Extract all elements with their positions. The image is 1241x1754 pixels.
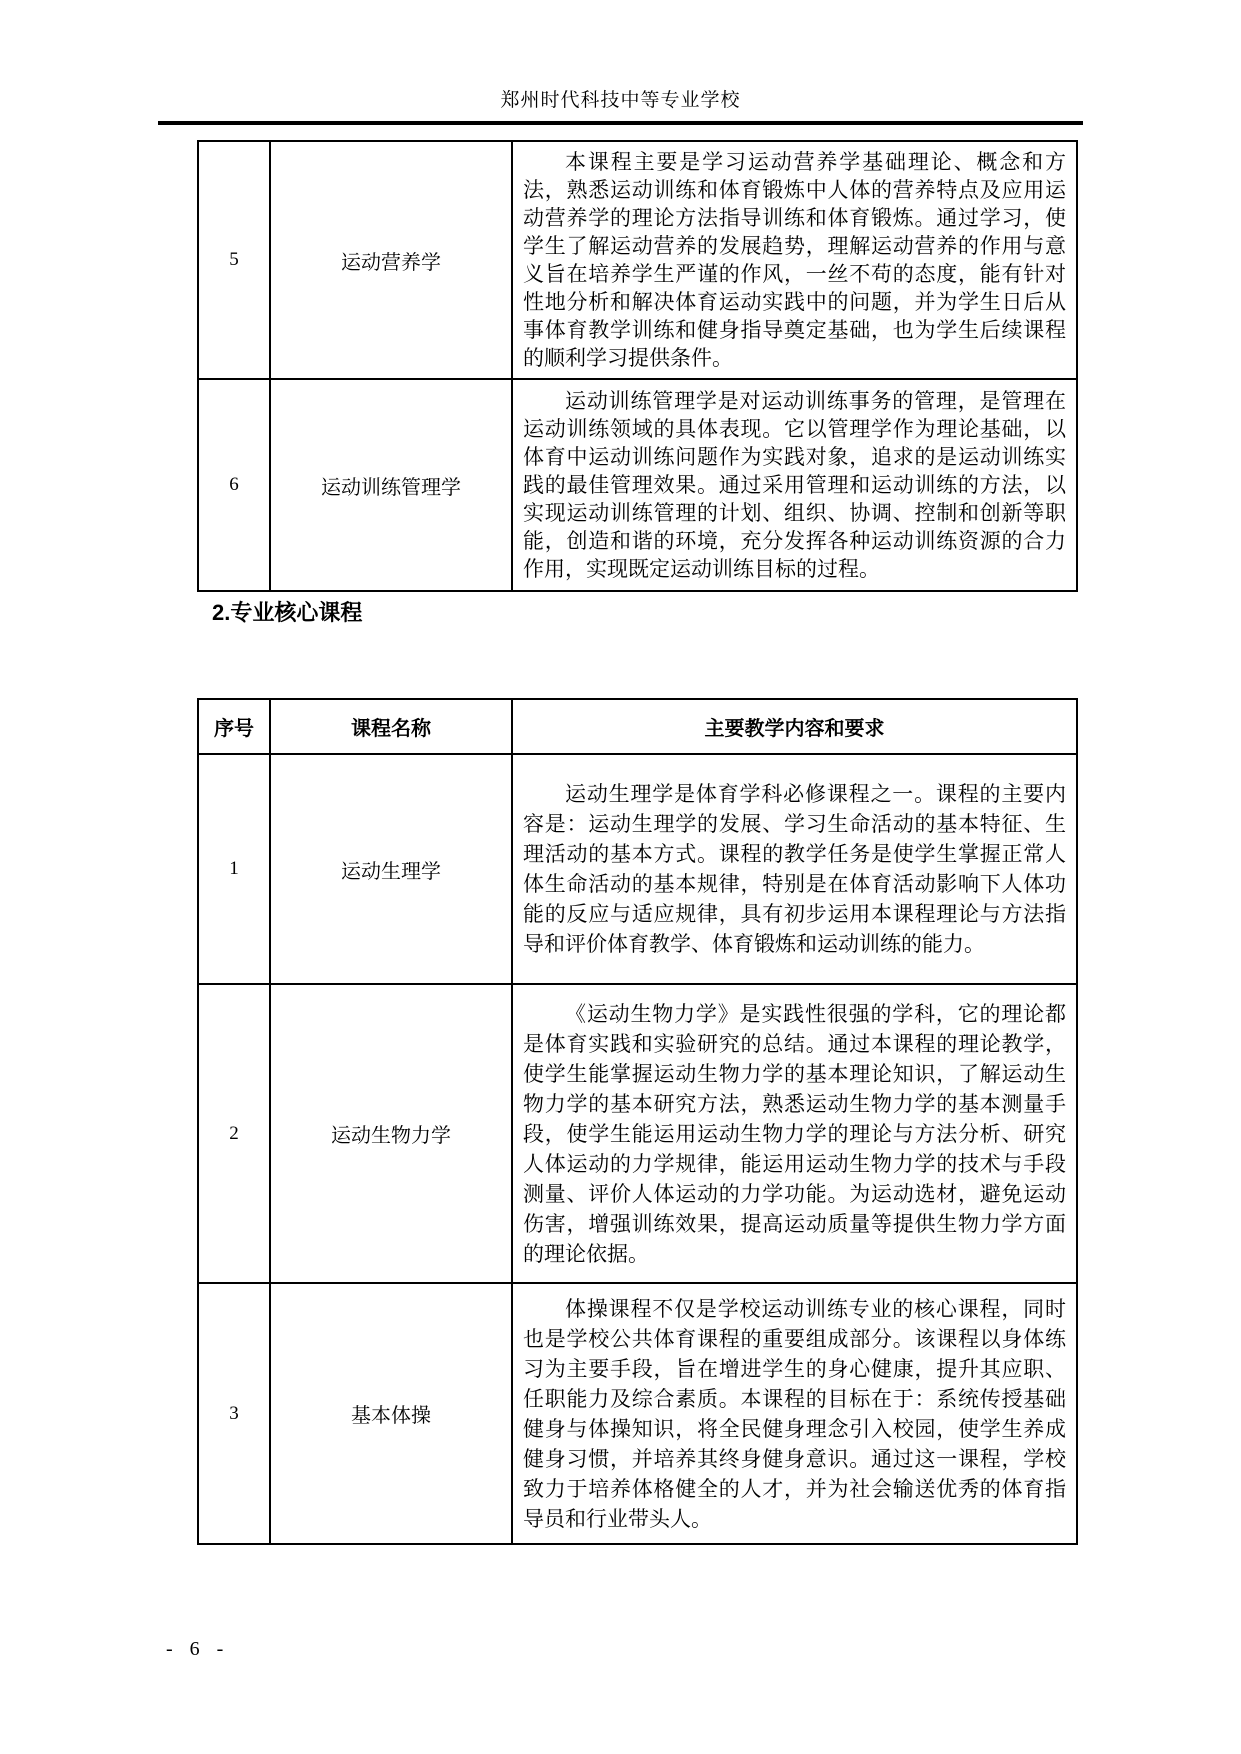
row-number-cell: 1	[198, 754, 270, 984]
course-name-cell: 运动营养学	[270, 141, 512, 379]
course-description-text: 《运动生物力学》是实践性很强的学科，它的理论都是体育实践和实验研究的总结。通过本课程的理论教学，使学生能掌握运动生物力学的基本理论知识，了解运动生物力学的基本研究方法，熟悉运动生物力学的基本测量手段，使学生能运用运动生物力学的理论与方法分析、研究人体运动的力学规律，能运用运动生物力学的技术与手段测量、评价人体运动的力学功能。为运动选材，避免运动伤害，增强训练效果，提高运动质量等提供生物力学方面的理论依据。	[523, 1001, 1066, 1266]
course-description-cell	[512, 1283, 1077, 1544]
table-row	[198, 1283, 1077, 1544]
table-row	[198, 379, 1077, 591]
course-description-cell	[512, 754, 1077, 984]
header-divider-line	[158, 121, 1083, 125]
course-name-cell: 运动生理学	[270, 754, 512, 984]
table-row	[198, 984, 1077, 1283]
course-table-continued	[197, 140, 1078, 592]
table-header-row	[198, 699, 1077, 754]
course-name-cell: 运动训练管理学	[270, 379, 512, 591]
course-description-text: 体操课程不仅是学校运动训练专业的核心课程，同时也是学校公共体育课程的重要组成部分。该课程以身体练习为主要手段，旨在增进学生的身心健康，提升其应职、任职能力及综合素质。本课程的目标在于：系统传授基础健身与体操知识，将全民健身理念引入校园，使学生养成健身习惯，并培养其终身健身意识。通过这一课程，学校致力于培养体格健全的人才，并为社会输送优秀的体育指导员和行业带头人。	[523, 1296, 1066, 1531]
table-row	[198, 754, 1077, 984]
row-number-cell: 6	[198, 379, 270, 591]
table-row	[198, 141, 1077, 379]
core-course-table	[197, 698, 1078, 1545]
course-name-cell: 基本体操	[270, 1283, 512, 1544]
course-description-text: 运动生理学是体育学科必修课程之一。课程的主要内容是：运动生理学的发展、学习生命活动的基本特征、生理活动的基本方式。课程的教学任务是使学生掌握正常人体生命活动的基本规律，特别是在体育活动影响下人体功能的反应与适应规律，具有初步运用本课程理论与方法指导和评价体育教学、体育锻炼和运动训练的能力。	[523, 782, 1066, 956]
page-header-title: 郑州时代科技中等专业学校	[500, 90, 741, 111]
header-cell-content: 主要教学内容和要求	[512, 699, 1077, 754]
course-description-text: 运动训练管理学是对运动训练事务的管理，是管理在运动训练领域的具体表现。它以管理学作为理论基础，以体育中运动训练问题作为实践对象，追求的是运动训练实践的最佳管理效果。通过采用管理和运动训练的方法，以实现运动训练管理的计划、组织、协调、控制和创新等职能，创造和谐的环境，充分发挥各种运动训练资源的合力作用，实现既定运动训练目标的过程。	[523, 389, 1066, 581]
row-number-cell: 2	[198, 984, 270, 1283]
course-description-cell	[512, 141, 1077, 379]
header-cell-course-name: 课程名称	[270, 699, 512, 754]
header-cell-number: 序号	[198, 699, 270, 754]
section-heading: 2.专业核心课程	[212, 600, 363, 625]
course-description-cell	[512, 984, 1077, 1283]
course-description-cell	[512, 379, 1077, 591]
course-description-text: 本课程主要是学习运动营养学基础理论、概念和方法，熟悉运动训练和体育锻炼中人体的营养特点及应用运动营养学的理论方法指导训练和体育锻炼。通过学习，使学生了解运动营养的发展趋势，理解运动营养的作用与意义旨在培养学生严谨的作风，一丝不苟的态度，能有针对性地分析和解决体育运动实践中的问题，并为学生日后从事体育教学训练和健身指导奠定基础，也为学生后续课程的顺利学习提供条件。	[523, 150, 1066, 370]
row-number-cell: 3	[198, 1283, 270, 1544]
footer-page-number: - 6 -	[166, 1638, 230, 1660]
row-number-cell: 5	[198, 141, 270, 379]
course-name-cell: 运动生物力学	[270, 984, 512, 1283]
